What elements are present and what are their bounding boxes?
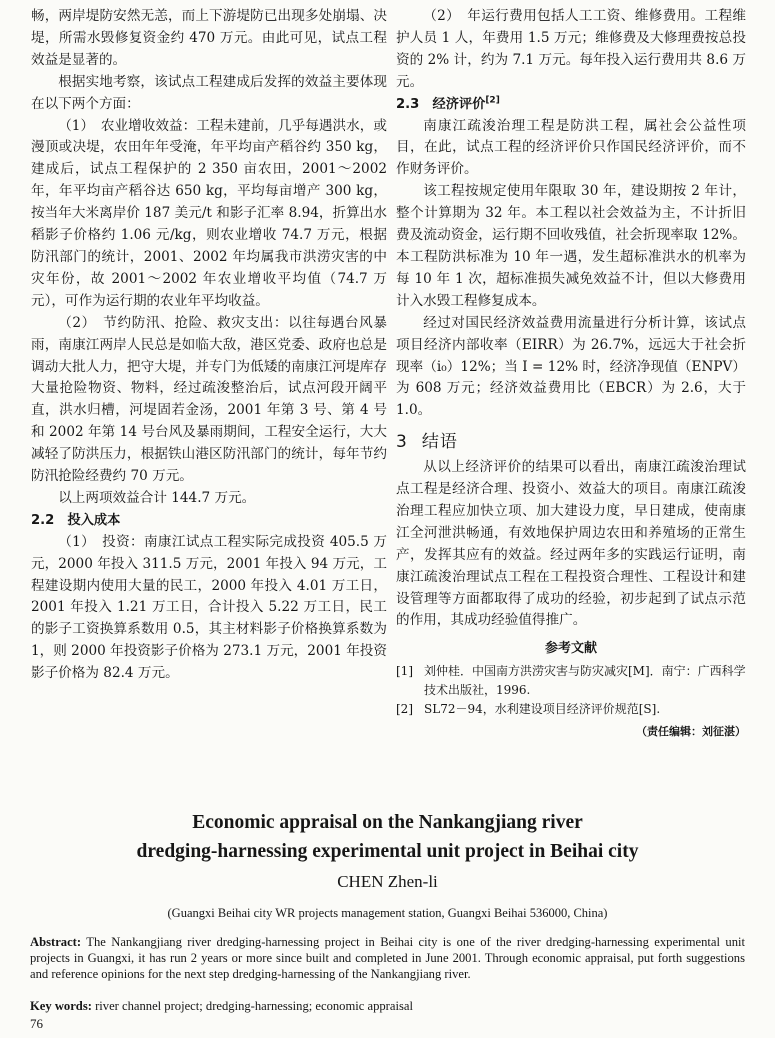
- english-abstract: [30, 934, 745, 982]
- keywords-text: river channel project; dredging-harnessing; economic appraisal: [95, 999, 413, 1013]
- left-column: [31, 6, 387, 685]
- section-heading-2-3: [396, 94, 746, 116]
- paragraph: （2） 年运行费用包括人工工资、维修费用。工程维护人员 1 人，年费用 1.5 万元；维修费及大修理费按总投资的 2% 计，约为 7.1 万元。每年投入运行费用共 8.6 万元。: [396, 8, 746, 90]
- reference-number: [2]: [396, 702, 413, 717]
- paragraph: 从以上经济评价的结果可以看出，南康江疏浚治理试点工程是经济合理、投资小、效益大的项目。南康江疏浚治理工程应加快立项、加大建设力度，早日建成，使南康江全河泄洪畅通，有效地保护周边农田和养殖场的正常生产，发挥其应有的效益。经过两年多的实践运行证明，南康江疏浚治理试点工程在工程投资合理性、工程设计和建设管理等方面都取得了成功的经验，初步起到了试点示范的作用，其成功经验值得推广。: [396, 459, 746, 629]
- page-number: 76: [30, 1016, 43, 1031]
- english-author: CHEN Zhen-li: [337, 872, 438, 891]
- paragraph: 以上两项效益合计 144.7 万元。: [58, 489, 256, 506]
- paragraph: （1） 投资：南康江试点工程实际完成投资 405.5 万元，2000 年投入 311.5 万元，2001 年投入 94 万元，工程建设期内使用大量的民工，2000 年投入 4.01 万工日，2001 年投入 1.21 万工日，合计投入 5.22 万工日，民工的影子工资换算系数用 0.5，其主材料影子价格换算系数为 1，则 2000 年投资影子价格为 273.1 万元，2001 年投资影子价格为 82.4 万元。: [31, 533, 387, 682]
- paragraph: 该工程按规定使用年限取 30 年，建设期按 2 年计，整个计算期为 32 年。本工程以社会效益为主，不计折旧费及流动资金，运行期不回收残值，社会折现率取 12%。本工程防洪标准为 10 年一遇，发生超标准洪水的机率为每 10 年 1 次，超标准损失减免效益不计，但以大修费用计入水毁工程修复成本。: [396, 183, 746, 309]
- abstract-text: The Nankangjiang river dredging-harnessing project in Beihai city is one of the river dredging-harnessing experimental unit projects in Guangxi, it has run 2 years or more since built and completed in June 2001. Through economic appraisal, put forth suggestions and reference opinions for the next step dredging-harnessing of the Nankangjiang river.: [30, 935, 746, 981]
- reference-text: 刘仲桂．中国南方洪涝灾害与防灾减灾[M]．南宁：广西科学技术出版社，1996.: [424, 664, 746, 698]
- abstract-label: Abstract:: [30, 935, 82, 949]
- paragraph: （2） 节约防汛、抢险、救灾支出：以往每遇台风暴雨，南康江两岸人民总是如临大敌，港区党委、政府也总是调动大批人力，把守大堤，并专门为低矮的南康江河堤库存大量抢险物资、物料，经过疏浚整治后，试点河段开阔平直，洪水归槽，河堤固若金汤，2001 年第 3 号、第 4 号和 2002 年第 14 号台风及暴雨期间，工程安全运行，大大减轻了防洪压力，根据铁山港区防汛部门的统计，每年节约防汛抢险经费约 70 万元。: [31, 314, 387, 485]
- citation-marker: [2]: [485, 95, 500, 106]
- english-title-line: Economic appraisal on the Nankangjiang river: [192, 812, 583, 833]
- references-title: 参考文献: [544, 641, 597, 657]
- paragraph: 畅，两岸堤防安然无恙，而上下游堤防已出现多处崩塌、决堤，所需水毁修复资金约 470 万元。由此可见，试点工程效益是显著的。: [31, 8, 387, 68]
- reference-item: [396, 662, 746, 700]
- paragraph: 南康江疏浚治理工程是防洪工程，属社会公益性项目，在此，试点工程的经济评价只作国民经济评价，而不作财务评价。: [396, 117, 746, 178]
- paragraph: 经过对国民经济效益费用流量进行分析计算，该试点项目经济内部收率（EIRR）为 26.7%，远远大于社会折现率（i₀）12%；当 I = 12% 时，经济净现值（ENPV）为 608 万元；经济效益费用比（EBCR）为 2.6，大于 1.0。: [396, 314, 746, 419]
- section-heading-3: [396, 432, 746, 454]
- reference-item: [396, 700, 746, 719]
- english-keywords: [30, 998, 745, 1014]
- reference-text: SL72－94，水利建设项目经济评价规范[S].: [424, 702, 661, 717]
- section-heading-text: 2.3 经济评价: [396, 96, 486, 112]
- english-title: [0, 808, 775, 866]
- section-number: 3: [396, 432, 408, 453]
- english-title-line: dredging-harnessing experimental unit project in Beihai city: [136, 841, 639, 862]
- responsible-editor: （责任编辑：刘征湛）: [636, 725, 746, 739]
- keywords-label: Key words:: [30, 999, 92, 1013]
- paragraph: 根据实地考察，该试点工程建成后发挥的效益主要体现在以下两个方面：: [31, 73, 387, 112]
- section-title: 结语: [421, 432, 458, 453]
- reference-number: [1]: [396, 664, 413, 679]
- right-column: [396, 6, 746, 743]
- section-heading-2-2: 2.2 投入成本: [31, 512, 121, 528]
- english-affiliation: (Guangxi Beihai city WR projects management station, Guangxi Beihai 536000, China): [167, 906, 608, 920]
- paragraph: （1） 农业增收效益：工程未建前，几乎每遇洪水，或漫顶或决堤，农田年年受淹，年平均亩产稻谷约 350 kg，建成后，试点工程保护的 2 350 亩农田，2001～2002 年，年平均亩产稻谷达 650 kg，平均每亩增产 300 kg，按当年大米离岸价 187 美元/t 和影子汇率 8.94，折算出水稻影子价格约 1.06 元/kg，则农业增收 74.7 万元，根据防汛部门的统计，2001、2002 年均属我市洪涝灾害的中灾年份，故 2001～2002 年农业增收平均值（74.7 万元），可作为运行期的农业年平均收益。: [31, 117, 387, 309]
